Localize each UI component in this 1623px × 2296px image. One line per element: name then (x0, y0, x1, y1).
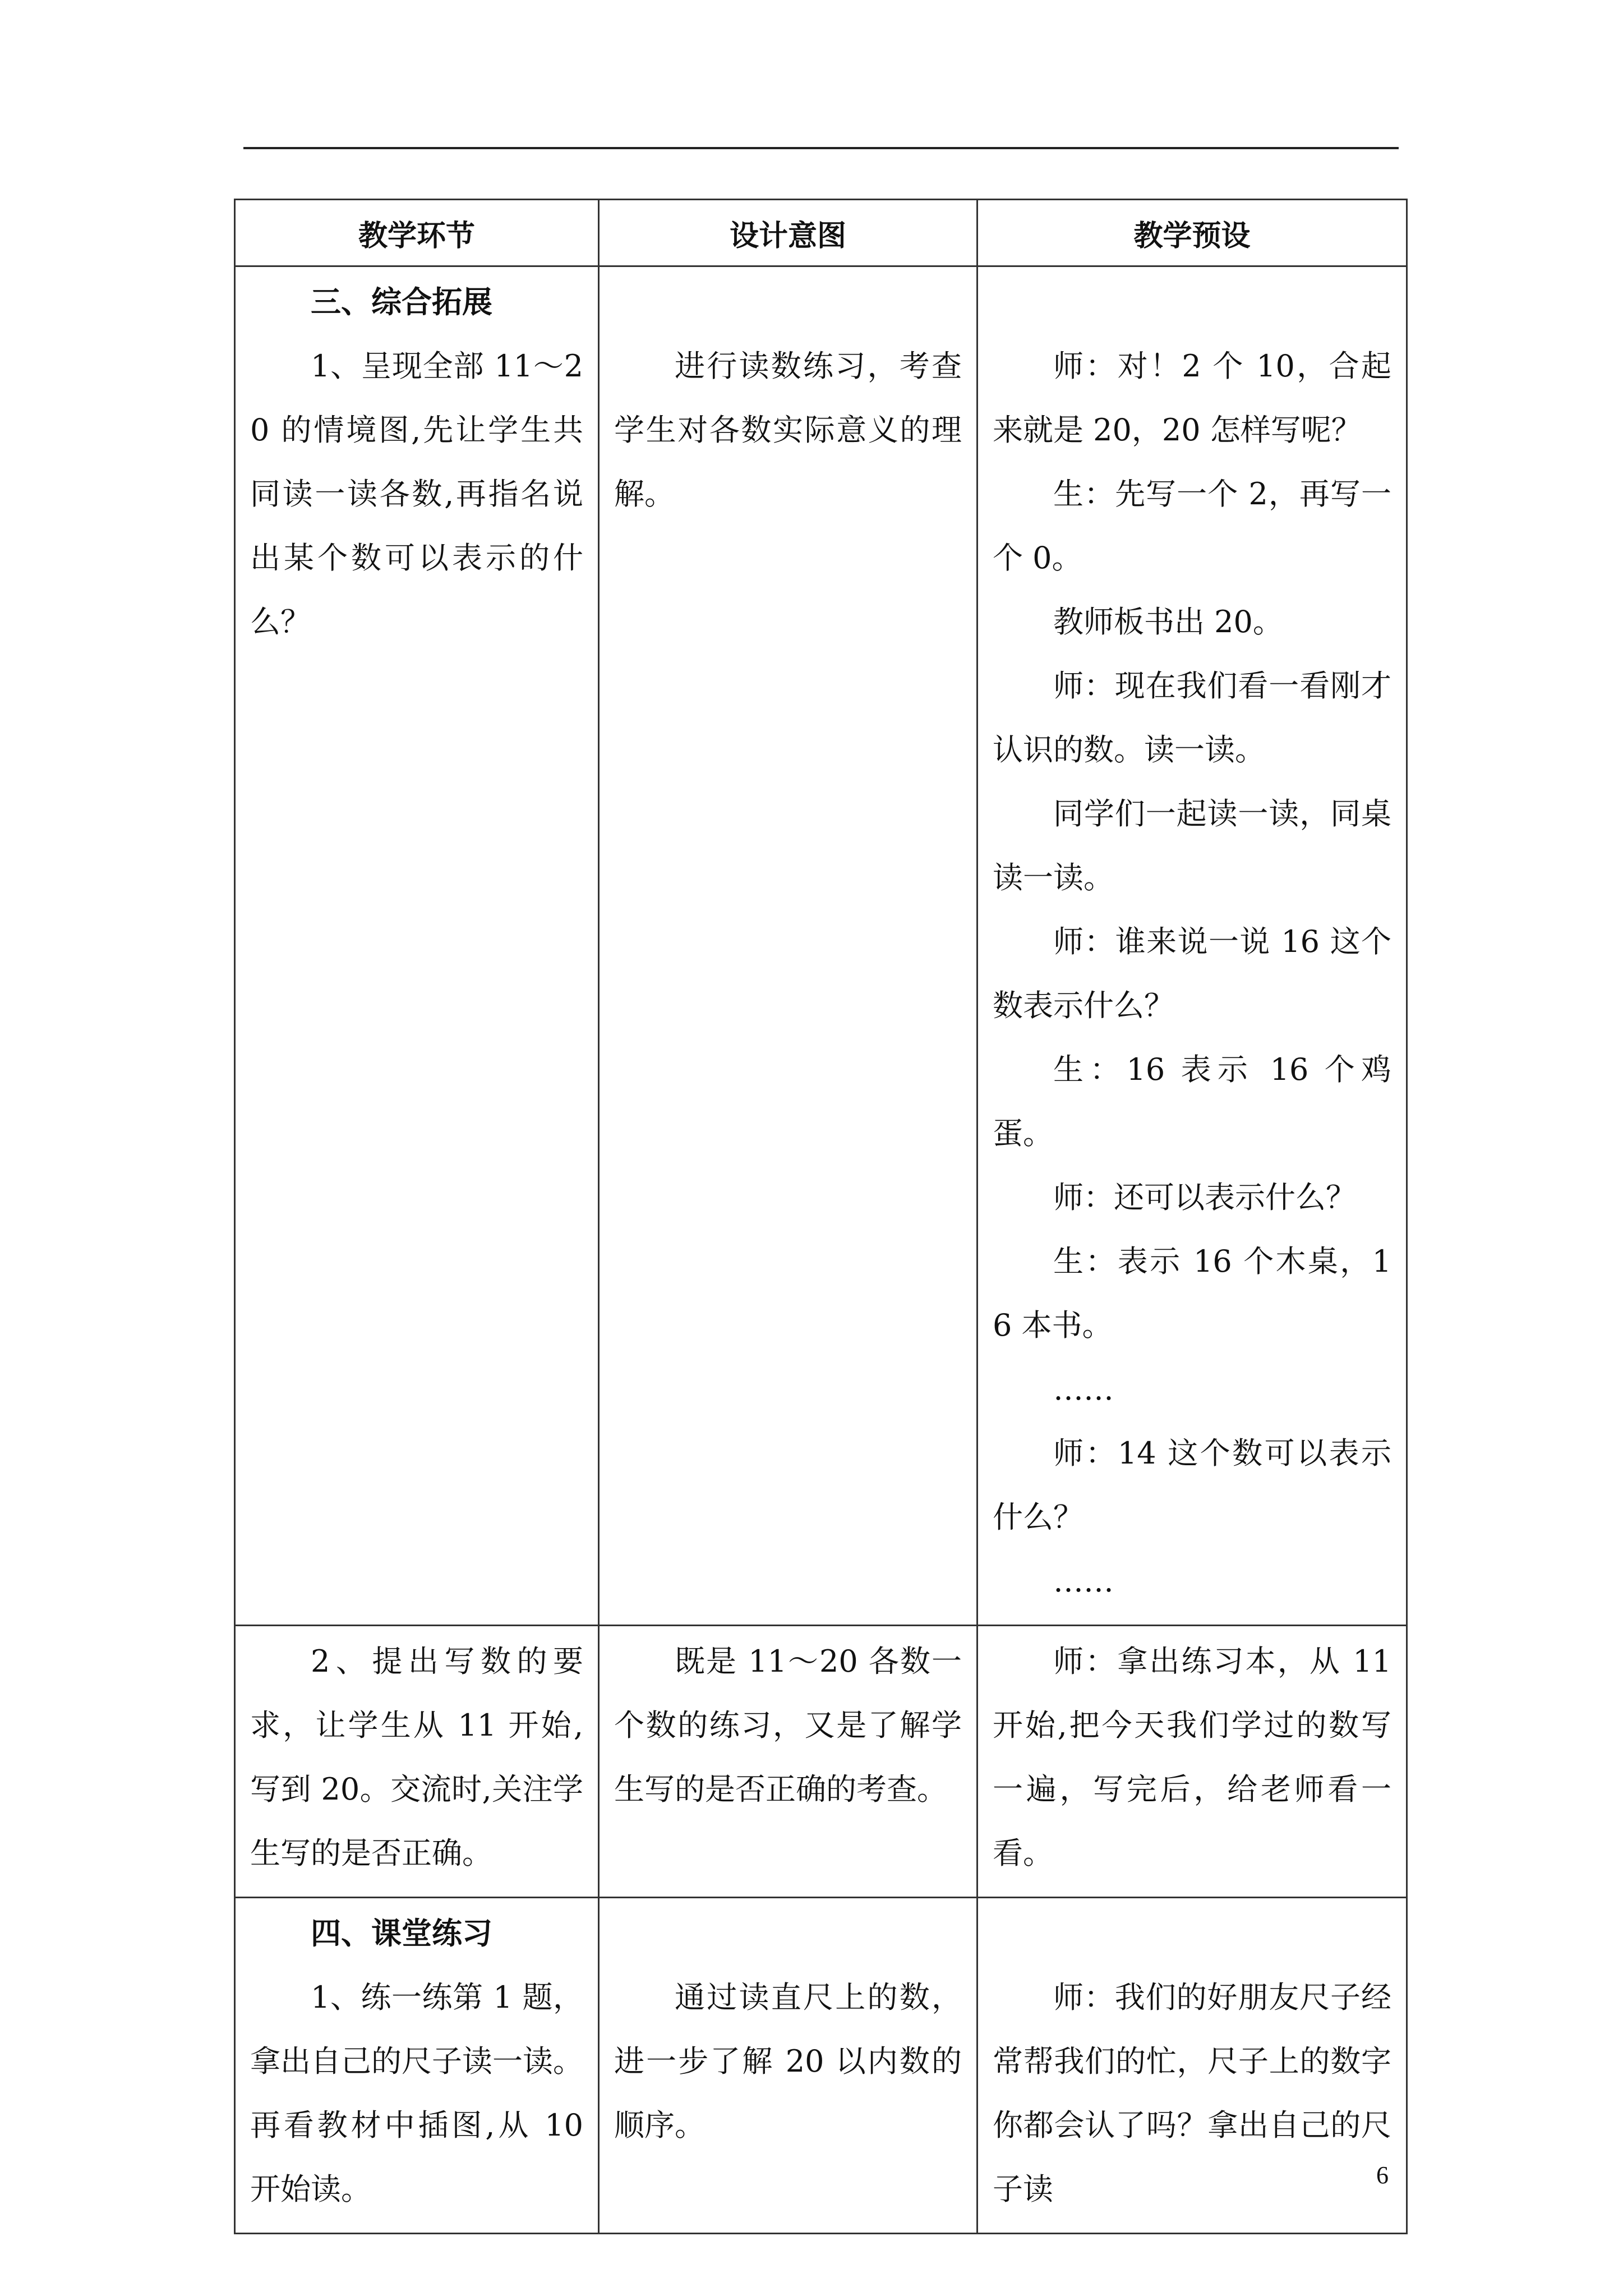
stage-text: 2、提出写数的要求，让学生从 11 开始,写到 20。交流时,关注学生写的是否正确。 (250, 1644, 583, 1871)
dialogue-line: 师：拿出练习本，从 11 开始,把今天我们学过的数写一遍，写完后，给老师看一看。 (993, 1644, 1391, 1871)
intent-text: 进行读数练习，考查学生对各数实际意义的理解。 (614, 348, 962, 512)
preset-cell (978, 266, 1407, 1626)
page-number: 6 (1376, 2161, 1389, 2189)
dialogue-line: 同学们一起读一读，同桌读一读。 (993, 796, 1391, 895)
table-header-row (235, 200, 1407, 266)
dialogue-line: 生：表示 16 个木桌，16 本书。 (993, 1244, 1391, 1343)
dialogue-line: 师：谁来说一说 16 这个数表示什么？ (993, 924, 1391, 1023)
intent-cell (599, 1898, 978, 2234)
ellipsis-line: …… (1053, 1372, 1114, 1407)
table-row (235, 1898, 1407, 2234)
header-design-intent: 设计意图 (599, 200, 978, 266)
dialogue-line: 师：14 这个数可以表示什么？ (993, 1435, 1391, 1535)
dialogue-line: 生：先写一个 2，再写一个 0。 (993, 476, 1391, 576)
stage-cell (235, 1626, 599, 1898)
dialogue-line: 师：我们的好朋友尺子经常帮我们的忙，尺子上的数字你都会认了吗？拿出自己的尺子读 (993, 1980, 1391, 2207)
stage-text: 1、练一练第 1 题，拿出自己的尺子读一读。再看教材中插图,从 10 开始读。 (250, 1980, 583, 2207)
table-row (235, 266, 1407, 1626)
dialogue-line: 师：对！2 个 10，合起来就是 20，20 怎样写呢？ (993, 348, 1391, 448)
intent-cell (599, 266, 978, 1626)
stage-cell (235, 1898, 599, 2234)
intent-text: 既是 11～20 各数一个数的练习，又是了解学生写的是否正确的考查。 (614, 1644, 962, 1807)
intent-text: 通过读直尺上的数，进一步了解 20 以内数的顺序。 (614, 1980, 962, 2143)
lesson-plan-table (234, 199, 1408, 2234)
preset-cell (978, 1898, 1407, 2234)
dialogue-line: 师：现在我们看一看刚才认识的数。读一读。 (993, 668, 1391, 767)
stage-cell (235, 266, 599, 1626)
preset-cell (978, 1626, 1407, 1898)
header-teaching-preset: 教学预设 (978, 200, 1407, 266)
stage-text: 1、呈现全部 11～20 的情境图,先让学生共同读一读各数,再指名说出某个数可以表示的什么？ (250, 348, 583, 639)
section-heading: 三、综合拓展 (311, 284, 492, 320)
section-heading: 四、课堂练习 (311, 1916, 492, 1951)
table-row (235, 1626, 1407, 1898)
dialogue-line: 师：还可以表示什么？ (1053, 1180, 1356, 1215)
header-teaching-stage: 教学环节 (235, 200, 599, 266)
ellipsis-line: …… (1053, 1563, 1114, 1599)
header-rule (243, 147, 1399, 149)
intent-cell (599, 1626, 978, 1898)
dialogue-line: 生：16 表示 16 个鸡蛋。 (993, 1052, 1391, 1151)
dialogue-line: 教师板书出 20。 (1053, 604, 1283, 639)
